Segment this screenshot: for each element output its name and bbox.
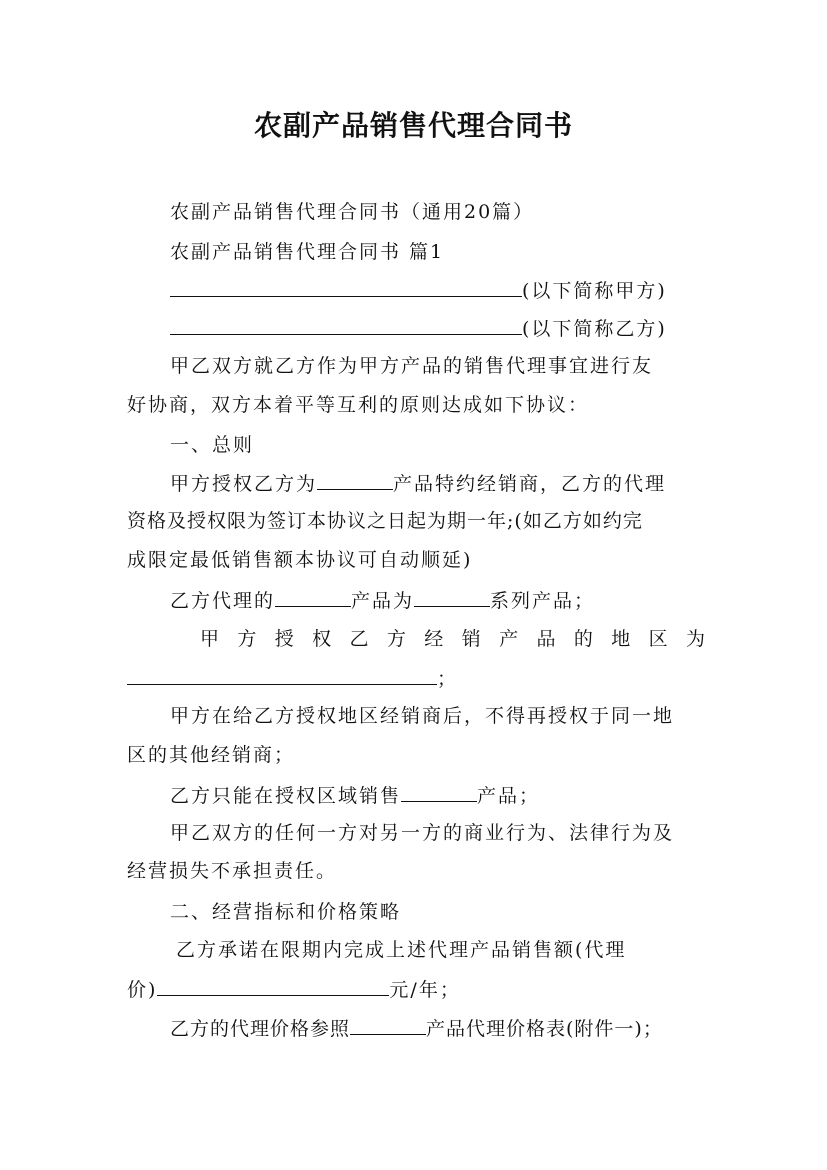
document-title: 农副产品销售代理合同书	[253, 109, 573, 142]
text-segment: 乙方的代理价格参照	[170, 1018, 351, 1040]
clause-heading: 一、总则	[170, 434, 255, 456]
paragraph-line	[170, 783, 710, 808]
text-segment: 产品为	[351, 590, 415, 612]
paragraph-line: 甲方授权乙方经销产品的地区为	[200, 628, 705, 650]
paragraph-line: 甲乙双方就乙方作为甲方产品的销售代理事宜进行友	[170, 355, 654, 377]
text-segment: 乙方代理的	[170, 590, 276, 612]
text-segment: 价)	[127, 979, 158, 1001]
paragraph-line	[127, 666, 707, 691]
paragraph-line	[170, 471, 710, 496]
paragraph-line: 好协商，双方本着平等互利的原则达成如下协议：	[127, 394, 590, 416]
subtitle-line: 农副产品销售代理合同书（通用20篇）	[170, 201, 535, 223]
paragraph-line: 资格及授权限为签订本协议之日起为期一年;(如乙方如约完	[127, 510, 643, 532]
text-segment: 系列产品；	[490, 590, 596, 612]
fill-blank	[317, 471, 393, 490]
text-segment: 元/年；	[389, 979, 461, 1001]
party-b-line	[170, 316, 710, 341]
paragraph-line: 甲乙双方的任何一方对另一方的商业行为、法律行为及	[170, 822, 675, 844]
section-heading-line: 农副产品销售代理合同书 篇1	[170, 241, 445, 263]
party-b-label: (以下简称乙方)	[522, 318, 667, 340]
fill-blank	[350, 1016, 426, 1035]
text-segment: 甲方授权乙方为	[170, 473, 318, 495]
fill-blank	[157, 977, 389, 996]
text-segment: 乙方只能在授权区域销售	[170, 785, 402, 807]
paragraph-line: 成限定最低销售额本协议可自动顺延)	[127, 549, 473, 571]
text-segment: 产品；	[477, 785, 541, 807]
fill-blank	[401, 783, 477, 802]
text-segment: 产品特约经销商，乙方的代理	[393, 473, 667, 495]
fill-blank	[414, 588, 490, 607]
paragraph-line: 甲方在给乙方授权地区经销商后，不得再授权于同一地	[170, 705, 675, 727]
paragraph-line: 经营损失不承担责任。	[127, 860, 338, 882]
paragraph-line	[127, 977, 707, 1002]
paragraph-line: 区的其他经销商；	[127, 744, 296, 766]
clause-heading: 二、经营指标和价格策略	[170, 901, 402, 923]
fill-blank	[275, 588, 351, 607]
fill-blank	[127, 666, 437, 685]
party-a-label: (以下简称甲方)	[522, 280, 667, 302]
paragraph-line	[170, 1016, 710, 1041]
party-b-blank	[170, 316, 522, 335]
party-a-line	[170, 278, 710, 303]
text-segment: 产品代理价格表(附件一)；	[426, 1018, 663, 1040]
text-segment: ；	[437, 668, 459, 690]
paragraph-line: 乙方承诺在限期内完成上述代理产品销售额(代理	[176, 939, 627, 961]
party-a-blank	[170, 278, 522, 297]
paragraph-line	[170, 588, 710, 613]
